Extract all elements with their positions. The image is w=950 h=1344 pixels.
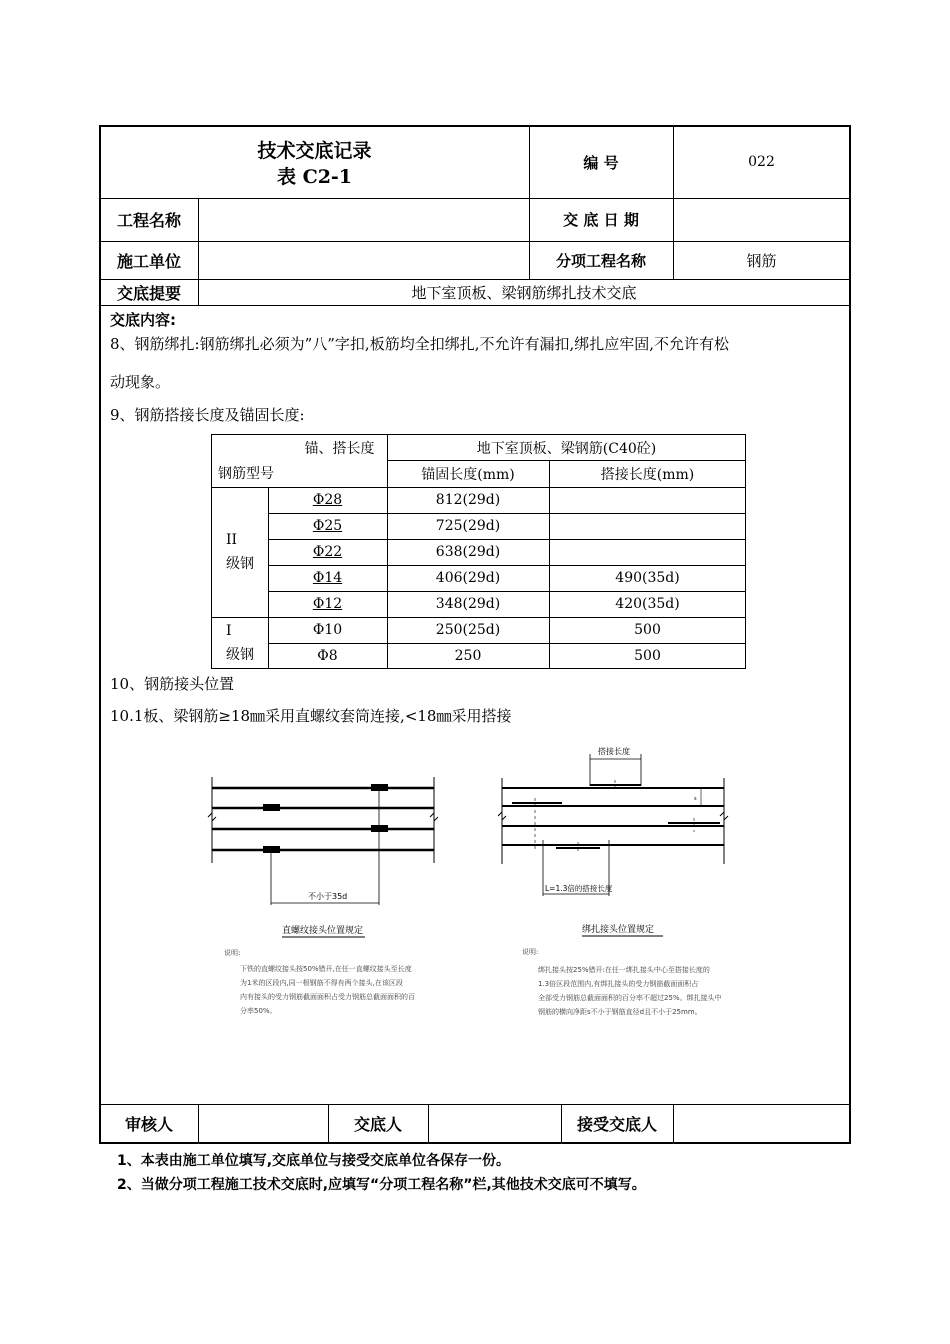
s-label: s [694,796,697,802]
discloser-field[interactable] [428,1104,561,1142]
table-row-anchor: 406(29d) [435,570,501,586]
diagram-title: 直螺纹接头位置规定 [282,926,364,936]
table-row-anchor: 250 [454,648,482,664]
top-label: 搭接长度 [598,747,630,756]
contractor-value[interactable] [198,241,529,279]
note-line: 下铁的直螺纹接头按50%错开,在任一直螺纹接头至长度 [240,965,412,973]
lap-joint-diagram [490,740,740,1025]
col-lap-header: 搭接长度(mm) [600,466,695,483]
table-row-dia: Φ12 [312,596,343,612]
diagram-title: 绑扎接头位置规定 [582,925,655,935]
corner-top: 锚、搭长度 [304,441,375,457]
footnote: 1、本表由施工单位填写,交底单位与接受交底单位各保存一份。 [117,1153,511,1169]
dim-label: L=1.3倍的搭接长度 [545,884,613,893]
paragraph-10: 10、钢筋接头位置 [110,675,235,693]
table-row-dia: Φ14 [312,570,343,586]
content-label: 交底内容: [110,311,176,329]
table-row-lap: 500 [634,648,661,664]
footnote: 2、当做分项工程施工技术交底时,应填写“分项工程名称”栏,其他技术交底可不填写。 [117,1177,646,1193]
table-row-dia: Φ8 [317,648,338,664]
note-line: 为1米的区段内,同一根钢筋不得有两个接头,在该区段 [240,979,403,987]
date-label: 交 底 日 期 [563,211,639,229]
date-value[interactable] [673,198,850,241]
note-line: 绑扎接头按25%错开:在任一绑扎接头中心至搭接长度的 [538,966,710,974]
dim-label: 不小于35d [308,892,348,901]
note-line: 钢筋的横向净距s不小于钢筋直径d且不小于25mm。 [538,1008,702,1016]
note-line: 内有接头的受力钢筋截面面积占受力钢筋总截面面积的百 [240,993,415,1001]
paragraph-9: 9、钢筋搭接长度及锚固长度: [110,406,305,424]
note-head: 说明: [224,949,241,957]
threaded-joint-diagram [200,765,450,1025]
table-row-anchor: 725(29d) [435,518,501,534]
table-row-lap [549,513,746,539]
note-line: 分率50%。 [240,1007,277,1015]
table-row-lap [549,539,746,565]
note-line: 全部受力钢筋总截面面积的百分率不超过25%。绑扎接头中 [538,994,722,1002]
table-row-dia: Φ28 [312,492,343,508]
table-row-dia: Φ25 [312,518,343,534]
form-title: 技术交底记录 [257,139,372,162]
paragraph-10-1: 10.1板、梁钢筋≥18㎜采用直螺纹套筒连接,<18㎜采用搭接 [110,707,512,725]
summary-label: 交底提要 [116,283,181,303]
grade-1-label: I 级钢 [226,623,254,663]
table-row-lap [549,487,746,513]
table-row-lap: 500 [634,622,661,638]
group-header: 地下室顶板、梁钢筋(C40砼) [476,440,657,457]
subproject-label: 分项工程名称 [555,251,646,270]
receiver-field[interactable] [673,1104,850,1142]
number-label: 编 号 [583,153,619,172]
subproject-value[interactable]: 钢筋 [746,251,777,270]
number-value: 022 [748,154,775,170]
table-row-lap: 420(35d) [615,596,680,612]
form-number: 表 C2-1 [276,165,353,188]
table-row-dia: Φ10 [312,622,343,638]
reviewer-field[interactable] [198,1104,328,1142]
col-anchor-header: 锚固长度(mm) [421,466,515,483]
corner-bottom: 钢筋型号 [218,466,274,482]
project-name-value[interactable] [198,198,529,241]
table-row-lap: 490(35d) [615,570,680,586]
note-line: 1.3倍区段范围内,有绑扎接头的受力钢筋截面面积占 [538,980,699,988]
summary-value[interactable]: 地下室顶板、梁钢筋绑扎技术交底 [411,283,637,302]
note-head: 说明: [522,948,539,956]
project-name-label: 工程名称 [116,211,181,230]
table-row-anchor: 638(29d) [435,544,501,560]
discloser-label: 交底人 [353,1114,402,1134]
table-row-anchor: 250(25d) [435,622,501,638]
paragraph-8-line1: 8、钢筋绑扎:钢筋绑扎必须为”八”字扣,板筋均全扣绑扎,不允许有漏扣,绑扎应牢固,不允许有松 [110,335,730,353]
contractor-label: 施工单位 [116,251,181,271]
grade-2-label: II 级钢 [226,532,254,572]
table-row-anchor: 812(29d) [435,492,501,508]
table-row-dia: Φ22 [312,544,343,560]
spec-table [211,434,746,669]
table-row-anchor: 348(29d) [435,596,501,612]
rule [100,305,850,306]
receiver-label: 接受交底人 [576,1114,657,1134]
paragraph-8-line2: 动现象。 [110,373,171,391]
reviewer-label: 审核人 [124,1114,173,1134]
